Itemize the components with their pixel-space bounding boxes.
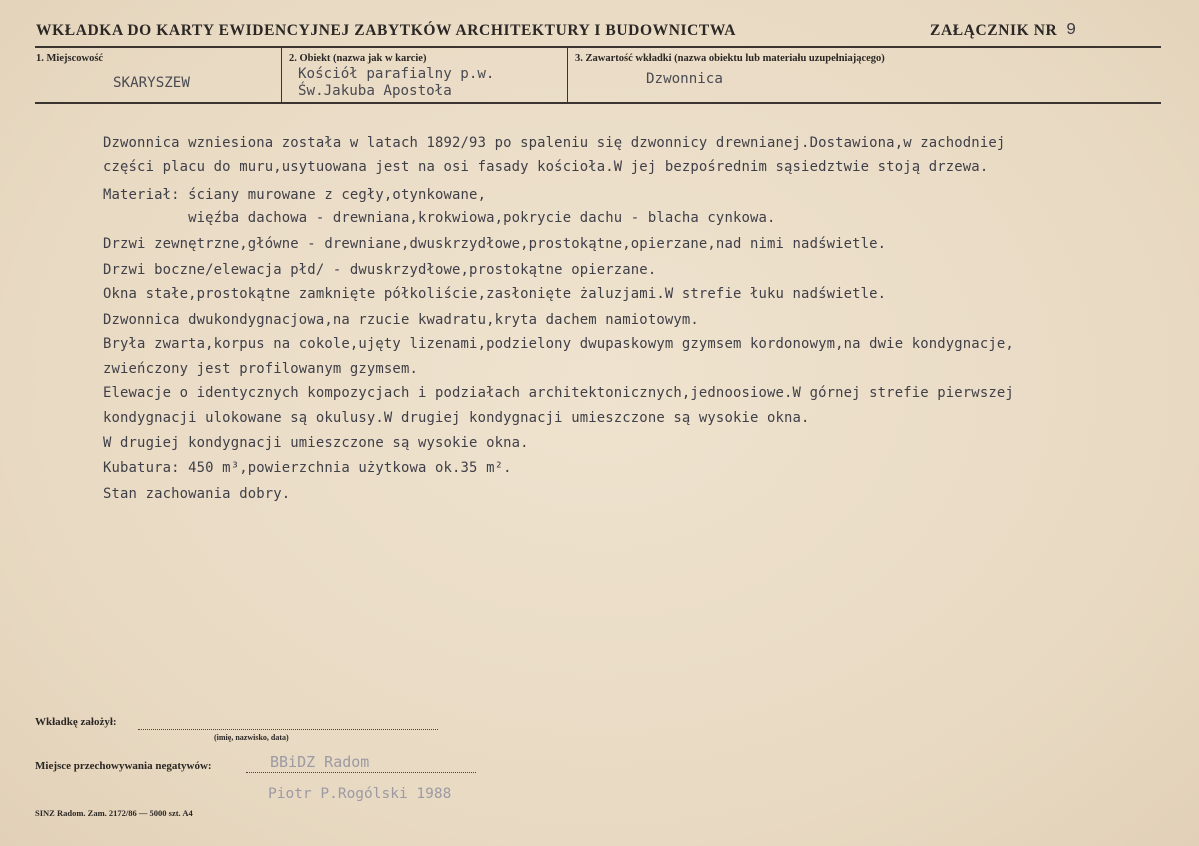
negatives-value: BBiDZ Radom xyxy=(270,753,370,771)
print-info: SINZ Radom. Zam. 2172/86 — 5000 szt. A4 xyxy=(35,808,193,818)
contents-value: Dzwonnica xyxy=(646,71,723,87)
annex-label: ZAŁĄCZNIK NR xyxy=(930,22,1058,39)
locality-label: 1. Miejscowość xyxy=(36,53,104,64)
body-line: Okna stałe,prostokątne zamknięte półkoliście,zasłonięte żaluzjami.W strefie łuku nadświetle. xyxy=(103,286,887,302)
author-signature: Piotr P.Rogólski 1988 xyxy=(268,786,452,802)
field-divider-1 xyxy=(281,47,282,104)
negatives-label: Miejsce przechowywania negatywów: xyxy=(35,760,212,772)
negatives-line xyxy=(246,772,476,773)
object-value-line1: Kościół parafialny p.w. xyxy=(298,66,495,82)
prepared-by-hint: (imię, nazwisko, data) xyxy=(214,733,289,742)
body-line: Bryła zwarta,korpus na cokole,ujęty lizenami,podzielony dwupaskowym gzymsem kordonowym,na dwie kondygnacje, xyxy=(103,336,1014,352)
body-line: Materiał: ściany murowane z cegły,otynkowane, xyxy=(103,187,487,203)
body-line: Dzwonnica dwukondygnacjowa,na rzucie kwadratu,kryta dachem namiotowym. xyxy=(103,312,699,328)
body-line: Kubatura: 450 m³,powierzchnia użytkowa ok.35 m². xyxy=(103,460,512,476)
body-line: Drzwi zewnętrzne,główne - drewniane,dwuskrzydłowe,prostokątne,opierzane,nad nimi nadświetle. xyxy=(103,236,887,252)
object-label: 2. Obiekt (nazwa jak w karcie) xyxy=(289,53,427,64)
body-line: W drugiej kondygnacji umieszczone są wysokie okna. xyxy=(103,435,529,451)
contents-label: 3. Zawartość wkładki (nazwa obiektu lub materiału uzupełniającego) xyxy=(575,53,885,64)
body-line: zwieńczony jest profilowanym gzymsem. xyxy=(103,361,418,377)
field-divider-2 xyxy=(567,47,568,104)
prepared-by-line xyxy=(138,729,438,730)
fields-bottom-rule xyxy=(35,102,1161,104)
object-value-line2: Św.Jakuba Apostoła xyxy=(298,83,452,99)
form-title: WKŁADKA DO KARTY EWIDENCYJNEJ ZABYTKÓW ARCHITEKTURY I BUDOWNICTWA xyxy=(36,22,737,39)
body-line: kondygnacji ulokowane są okulusy.W drugiej kondygnacji umieszczone są wysokie okna. xyxy=(103,410,810,426)
body-line: Drzwi boczne/elewacja płd/ - dwuskrzydłowe,prostokątne opierzane. xyxy=(103,262,657,278)
body-line: Elewacje o identycznych kompozycjach i podziałach architektonicznych,jednoosiowe.W górnej strefie pierwszej xyxy=(103,385,1014,401)
header-rule xyxy=(35,46,1161,48)
body-line: części placu do muru,usytuowana jest na osi fasady kościoła.W jej bezpośrednim sąsiedztwie stoją drzewa. xyxy=(103,159,989,175)
body-line: Stan zachowania dobry. xyxy=(103,486,291,502)
locality-value: SKARYSZEW xyxy=(113,75,190,91)
prepared-by-label: Wkładkę założył: xyxy=(35,716,117,728)
body-line: więźba dachowa - drewniana,krokwiowa,pokrycie dachu - blacha cynkowa. xyxy=(103,210,776,226)
body-line: Dzwonnica wzniesiona została w latach 1892/93 po spaleniu się dzwonnicy drewnianej.Dostawiona,w zachodniej xyxy=(103,135,1006,151)
annex-number: 9 xyxy=(1066,21,1077,40)
